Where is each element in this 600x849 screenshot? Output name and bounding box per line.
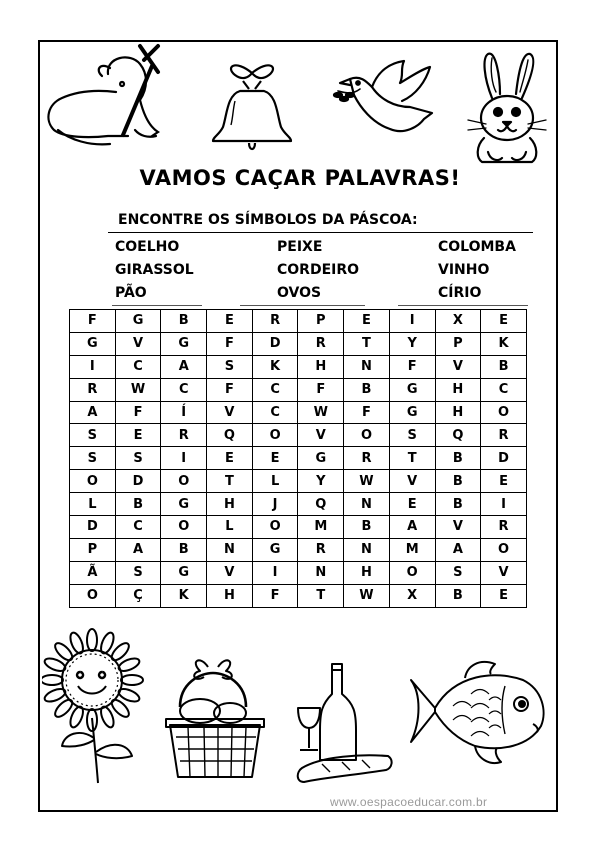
- grid-cell: V: [481, 561, 527, 584]
- grid-cell: N: [298, 561, 344, 584]
- grid-cell: L: [252, 470, 298, 493]
- grid-row: [70, 538, 527, 561]
- grid-cell: E: [115, 424, 161, 447]
- grid-cell: I: [481, 493, 527, 516]
- grid-cell: S: [435, 561, 481, 584]
- grid-cell: B: [161, 538, 207, 561]
- grid-cell: V: [115, 332, 161, 355]
- page-title: VAMOS CAÇAR PALAVRAS!: [139, 166, 461, 190]
- word-underline: [398, 305, 528, 306]
- grid-cell: P: [70, 538, 116, 561]
- word-colomba: COLOMBA: [438, 239, 516, 255]
- grid-cell: O: [70, 470, 116, 493]
- grid-cell: O: [344, 424, 390, 447]
- grid-cell: A: [389, 516, 435, 539]
- grid-cell: I: [161, 447, 207, 470]
- grid-cell: N: [207, 538, 253, 561]
- grid-cell: D: [115, 470, 161, 493]
- grid-row: [70, 561, 527, 584]
- grid-cell: T: [344, 332, 390, 355]
- grid-cell: A: [70, 401, 116, 424]
- grid-row: [70, 516, 527, 539]
- grid-cell: F: [70, 310, 116, 333]
- word-underline: [240, 305, 365, 306]
- grid-cell: D: [481, 447, 527, 470]
- grid-row: [70, 447, 527, 470]
- grid-cell: H: [435, 378, 481, 401]
- grid-cell: L: [70, 493, 116, 516]
- grid-cell: B: [435, 584, 481, 607]
- grid-cell: K: [481, 332, 527, 355]
- grid-cell: O: [389, 561, 435, 584]
- grid-cell: H: [435, 401, 481, 424]
- grid-cell: D: [252, 332, 298, 355]
- grid-cell: Q: [435, 424, 481, 447]
- grid-cell: A: [161, 355, 207, 378]
- grid-cell: M: [298, 516, 344, 539]
- grid-cell: A: [115, 538, 161, 561]
- word-vinho: VINHO: [438, 262, 490, 278]
- grid-cell: L: [207, 516, 253, 539]
- grid-cell: O: [481, 538, 527, 561]
- grid-cell: S: [70, 424, 116, 447]
- grid-cell: H: [298, 355, 344, 378]
- grid-cell: Ç: [115, 584, 161, 607]
- grid-cell: F: [207, 378, 253, 401]
- grid-cell: Q: [207, 424, 253, 447]
- word-coelho: COELHO: [115, 239, 180, 255]
- grid-cell: O: [70, 584, 116, 607]
- grid-cell: C: [481, 378, 527, 401]
- word-underline: [112, 305, 202, 306]
- word-peixe: PEIXE: [277, 239, 323, 255]
- grid-cell: C: [161, 378, 207, 401]
- grid-cell: R: [344, 447, 390, 470]
- basket-icon: [160, 655, 275, 785]
- grid-cell: G: [70, 332, 116, 355]
- wine-bread-icon: [292, 660, 397, 790]
- grid-cell: F: [298, 378, 344, 401]
- sunflower-petal: [121, 675, 143, 685]
- grid-cell: T: [389, 447, 435, 470]
- grid-cell: R: [481, 424, 527, 447]
- grid-cell: C: [115, 355, 161, 378]
- grid-row: [70, 378, 527, 401]
- grid-cell: Y: [389, 332, 435, 355]
- grid-cell: V: [389, 470, 435, 493]
- grid-cell: E: [481, 584, 527, 607]
- grid-row: [70, 493, 527, 516]
- grid-cell: C: [252, 401, 298, 424]
- grid-cell: E: [481, 470, 527, 493]
- grid-cell: O: [161, 470, 207, 493]
- grid-cell: C: [115, 516, 161, 539]
- grid-cell: S: [389, 424, 435, 447]
- grid-cell: W: [115, 378, 161, 401]
- grid-cell: O: [252, 516, 298, 539]
- word-cordeiro: CORDEIRO: [277, 262, 360, 278]
- bell-icon: [205, 55, 300, 155]
- grid-cell: G: [115, 310, 161, 333]
- watermark-url: www.oespacoeducar.com.br: [330, 795, 488, 809]
- grid-cell: G: [389, 401, 435, 424]
- grid-cell: R: [298, 332, 344, 355]
- grid-cell: D: [70, 516, 116, 539]
- grid-cell: W: [344, 470, 390, 493]
- grid-cell: Q: [298, 493, 344, 516]
- grid-cell: E: [207, 447, 253, 470]
- sunflower-icon: [42, 628, 147, 788]
- grid-cell: V: [298, 424, 344, 447]
- grid-cell: V: [435, 355, 481, 378]
- grid-cell: H: [207, 493, 253, 516]
- grid-cell: W: [344, 584, 390, 607]
- grid-cell: I: [252, 561, 298, 584]
- grid-cell: B: [435, 493, 481, 516]
- grid-cell: B: [344, 378, 390, 401]
- dove-icon: [330, 55, 440, 140]
- grid-cell: E: [252, 447, 298, 470]
- word-cirio: CÍRIO: [438, 285, 482, 301]
- grid-cell: Y: [298, 470, 344, 493]
- grid-row: [70, 401, 527, 424]
- grid-cell: R: [481, 516, 527, 539]
- grid-cell: G: [389, 378, 435, 401]
- grid-cell: X: [389, 584, 435, 607]
- grid-cell: B: [344, 516, 390, 539]
- grid-cell: E: [207, 310, 253, 333]
- grid-cell: B: [115, 493, 161, 516]
- grid-row: [70, 332, 527, 355]
- grid-cell: V: [207, 401, 253, 424]
- grid-row: [70, 584, 527, 607]
- grid-cell: G: [161, 493, 207, 516]
- grid-cell: H: [344, 561, 390, 584]
- word-pao: PÃO: [115, 285, 147, 301]
- grid-cell: F: [115, 401, 161, 424]
- grid-cell: E: [481, 310, 527, 333]
- word-girassol: GIRASSOL: [115, 262, 194, 278]
- grid-cell: J: [252, 493, 298, 516]
- grid-cell: O: [161, 516, 207, 539]
- grid-cell: G: [161, 332, 207, 355]
- instruction-text: ENCONTRE OS SÍMBOLOS DA PÁSCOA:: [118, 212, 418, 228]
- grid-cell: X: [435, 310, 481, 333]
- grid-cell: P: [298, 310, 344, 333]
- grid-cell: N: [344, 493, 390, 516]
- lamb-icon: [40, 32, 175, 157]
- grid-cell: P: [435, 332, 481, 355]
- grid-cell: I: [70, 355, 116, 378]
- grid-cell: B: [161, 310, 207, 333]
- grid-cell: B: [481, 355, 527, 378]
- grid-cell: F: [252, 584, 298, 607]
- grid-cell: S: [115, 447, 161, 470]
- grid-cell: V: [207, 561, 253, 584]
- grid-cell: R: [298, 538, 344, 561]
- grid-cell: S: [70, 447, 116, 470]
- grid-row: [70, 355, 527, 378]
- grid-cell: M: [389, 538, 435, 561]
- grid-cell: W: [298, 401, 344, 424]
- grid-row: [70, 470, 527, 493]
- grid-cell: T: [207, 470, 253, 493]
- grid-cell: F: [389, 355, 435, 378]
- grid-cell: B: [435, 470, 481, 493]
- grid-cell: G: [298, 447, 344, 470]
- grid-cell: N: [344, 538, 390, 561]
- sunflower-petal: [87, 629, 97, 651]
- fish-icon: [405, 650, 553, 770]
- grid-cell: V: [435, 516, 481, 539]
- bunny-icon: [462, 48, 552, 168]
- instruction-underline: [108, 232, 533, 233]
- grid-cell: G: [252, 538, 298, 561]
- grid-cell: R: [70, 378, 116, 401]
- grid-cell: O: [481, 401, 527, 424]
- grid-cell: S: [115, 561, 161, 584]
- grid-cell: O: [252, 424, 298, 447]
- grid-cell: C: [252, 378, 298, 401]
- sunflower-petal: [42, 675, 63, 685]
- grid-cell: S: [207, 355, 253, 378]
- grid-cell: E: [344, 310, 390, 333]
- grid-row: [70, 310, 527, 333]
- word-search-grid: [69, 309, 527, 608]
- grid-cell: K: [252, 355, 298, 378]
- grid-row: [70, 424, 527, 447]
- grid-cell: I: [389, 310, 435, 333]
- grid-cell: Í: [161, 401, 207, 424]
- grid-cell: H: [207, 584, 253, 607]
- grid-cell: R: [252, 310, 298, 333]
- word-ovos: OVOS: [277, 285, 322, 301]
- grid-cell: T: [298, 584, 344, 607]
- grid-cell: R: [161, 424, 207, 447]
- grid-cell: F: [344, 401, 390, 424]
- grid-cell: G: [161, 561, 207, 584]
- grid-cell: B: [435, 447, 481, 470]
- grid-cell: A: [435, 538, 481, 561]
- grid-cell: F: [207, 332, 253, 355]
- grid-cell: E: [389, 493, 435, 516]
- grid-cell: N: [344, 355, 390, 378]
- grid-cell: K: [161, 584, 207, 607]
- grid-cell: Ã: [70, 561, 116, 584]
